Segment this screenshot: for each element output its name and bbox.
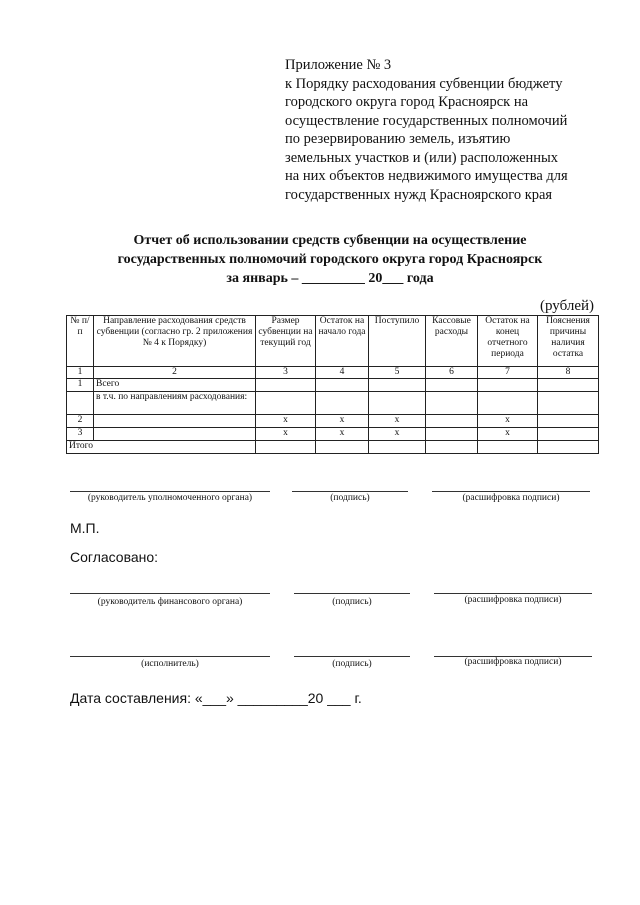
- table-cell: [256, 392, 316, 415]
- header-cell: Кассовые расходы: [426, 316, 478, 367]
- agreed-heading: Согласовано:: [70, 549, 159, 565]
- appendix-line: на них объектов недвижимого имущества для: [285, 168, 568, 184]
- column-number: 6: [426, 367, 478, 379]
- appendix-line: осуществление государственных полномочий: [285, 112, 568, 129]
- table-cell: [67, 392, 94, 415]
- role-label: (руководитель уполномоченного органа): [87, 493, 253, 503]
- table-cell: [256, 379, 316, 392]
- table-cell: [538, 379, 599, 392]
- stamp-place: М.П.: [70, 520, 100, 536]
- header-cell: Размер субвенции на текущий год: [256, 316, 316, 367]
- table-cell: 1: [67, 379, 94, 392]
- table-cell: [369, 441, 426, 454]
- header-cell: Направление расходования средств субвенции (согласно гр. 2 приложения № 4 к Порядку): [94, 316, 256, 367]
- appendix-line: государственных нужд Красноярского края: [285, 186, 553, 203]
- header-cell: № п/п: [67, 316, 94, 367]
- header-cell: Пояснения причины наличия остатка: [538, 316, 599, 367]
- signature-label: (подпись): [332, 597, 372, 607]
- signature-line[interactable]: [70, 656, 270, 657]
- table-header-row: [67, 316, 599, 367]
- column-number: 4: [316, 367, 369, 379]
- column-number: 1: [67, 367, 94, 379]
- table-cell: 2: [67, 415, 94, 428]
- signature-line[interactable]: [294, 656, 410, 657]
- table-cell: [316, 392, 369, 415]
- currency-note: (рублей): [540, 298, 595, 314]
- header-cell: Остаток на конец отчетного периода: [478, 316, 538, 367]
- table-cell: 3: [67, 428, 94, 441]
- table-cell: х: [478, 415, 538, 428]
- column-number: 7: [478, 367, 538, 379]
- header-cell: Поступило: [369, 316, 426, 367]
- appendix-line: земельных участков и (или) расположенных: [285, 149, 559, 166]
- report-period-line: за январь – _________ 20___ года: [226, 271, 434, 286]
- signature-line[interactable]: [292, 491, 408, 492]
- report-table: [66, 315, 599, 454]
- table-cell: [426, 379, 478, 392]
- table-cell: [94, 415, 256, 428]
- signature-line[interactable]: [294, 593, 410, 594]
- table-cell: [426, 415, 478, 428]
- column-number: 5: [369, 367, 426, 379]
- table-cell: [478, 392, 538, 415]
- table-cell: [538, 428, 599, 441]
- signature-line[interactable]: [432, 491, 590, 492]
- table-cell: [94, 428, 256, 441]
- date-of-preparation: Дата составления: «___» _________20 ___ г.: [70, 690, 362, 706]
- header-cell: Остаток на начало года: [316, 316, 369, 367]
- report-title-line: Отчет об использовании средств субвенции на осуществление: [133, 233, 527, 248]
- decode-label: (расшифровка подписи): [462, 493, 560, 503]
- total-label: Итого: [67, 441, 256, 454]
- table-cell: х: [369, 428, 426, 441]
- table-cell: [538, 441, 599, 454]
- table-cell: [316, 379, 369, 392]
- table-cell: [478, 441, 538, 454]
- appendix-note: [285, 56, 615, 204]
- table-cell: [256, 441, 316, 454]
- appendix-line: Приложение № 3: [285, 57, 392, 73]
- signature-line[interactable]: [434, 593, 592, 594]
- table-cell: х: [369, 415, 426, 428]
- table-cell: [426, 428, 478, 441]
- table-cell: [426, 441, 478, 454]
- decode-label: (расшифровка подписи): [464, 595, 562, 605]
- decode-label: (расшифровка подписи): [464, 657, 562, 667]
- table-cell: Всего: [94, 379, 256, 392]
- table-cell: [369, 379, 426, 392]
- table-cell: [538, 415, 599, 428]
- table-row: [67, 428, 599, 441]
- table-cell: х: [316, 415, 369, 428]
- table-cell: х: [478, 428, 538, 441]
- column-number: 8: [538, 367, 599, 379]
- role-label: (исполнитель): [141, 659, 199, 669]
- signature-label: (подпись): [332, 659, 372, 669]
- table-cell: [478, 379, 538, 392]
- table-row: [67, 415, 599, 428]
- table-cell: х: [256, 428, 316, 441]
- report-title: [60, 231, 600, 288]
- signature-line[interactable]: [70, 491, 270, 492]
- table-row: [67, 379, 599, 392]
- signature-label: (подпись): [330, 493, 370, 503]
- appendix-line: по резервированию земель, изъятию: [285, 131, 511, 147]
- appendix-line: городского округа город Красноярск на: [285, 94, 529, 110]
- column-number: 2: [94, 367, 256, 379]
- signature-line[interactable]: [70, 593, 270, 594]
- table-cell: х: [316, 428, 369, 441]
- table-cell: [426, 392, 478, 415]
- role-label: (руководитель финансового органа): [97, 597, 243, 607]
- table-cell: х: [256, 415, 316, 428]
- table-cell: [538, 392, 599, 415]
- appendix-line: к Порядку расходования субвенции бюджету: [285, 75, 563, 92]
- table-cell: в т.ч. по направлениям расходования:: [94, 392, 256, 415]
- column-number-row: [67, 367, 599, 379]
- column-number: 3: [256, 367, 316, 379]
- table-total-row: [67, 441, 599, 454]
- table-cell: [369, 392, 426, 415]
- report-title-line: государственных полномочий городского округа город Красноярск: [117, 252, 543, 267]
- table-cell: [316, 441, 369, 454]
- table-row: [67, 392, 599, 415]
